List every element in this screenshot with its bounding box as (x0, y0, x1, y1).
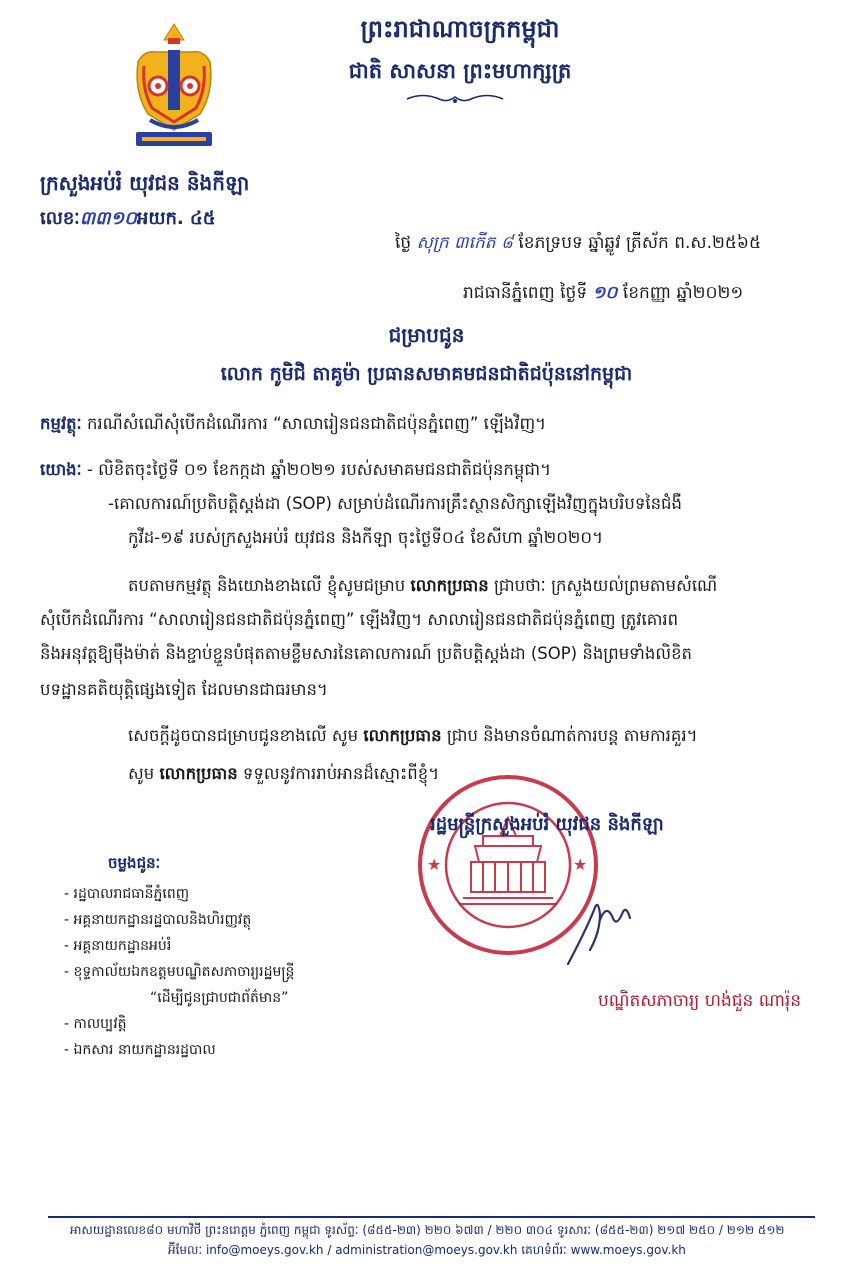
reference-label: លេខៈ (40, 208, 80, 229)
footer-address: អាសយដ្ឋានលេខ៨០ មហាវិថី ព្រះនរោត្តម ភ្នំពេញ កម្ពុជា ទូរស័ព្ទៈ (៨៥៥-២៣) ២២០ ៦៧៣ / ២២០ ៣០៤ ទូរសារៈ (៨៥៥-២៣) ២១៧ ២៥០ / ២១២ ៥១២ (70, 1223, 785, 1237)
cc-list-item: - រដ្ឋបាលរាជធានីភ្នំពេញ (64, 886, 190, 902)
cc-list-item: - ខុទ្ទកាល័យឯកឧត្តមបណ្ឌិតសភាចារ្យរដ្ឋមន្ត្រី (64, 964, 295, 980)
solar-date-prefix: រាជធានីភ្នំពេញ ថ្ងៃទី (463, 283, 588, 303)
body-paragraph-2 (128, 726, 698, 750)
body-paragraph-1-line-4: បទដ្ឋានគតិយុត្តិផ្សេងទៀត ដែលមានជាធរមាន។ (40, 680, 328, 699)
body-1a-pre: តបតាមកម្មវត្ថុ និងយោងខាងលើ ខ្ញុំសូមជម្រាប (128, 576, 406, 595)
cc-list-item: - កាលប្បវត្តិ (64, 1016, 127, 1032)
cc-list-note: “ដើម្បីជូនជ្រាបជាព័ត៌មាន” (150, 990, 289, 1006)
lunar-date-rest: ខែភទ្របទ ឆ្នាំឆ្លូវ ត្រីស័ក ព.ស.២៥៦៥ (518, 233, 761, 253)
handwritten-signature-icon (560, 880, 640, 970)
body-paragraph-1-line-2: សុំបើកដំណើរការ “សាលារៀនជនជាតិជប៉ុនភ្នំពេញ” ឡើងវិញ។ សាលារៀនជនជាតិជប៉ុនភ្នំពេញ ត្រូវគោរព (40, 610, 679, 629)
body-3-pre: សូម (128, 764, 155, 783)
ornament-divider-icon (405, 92, 505, 106)
signatory-name: បណ្ឌិតសភាចារ្យ ហង់ជួន ណារ៉ុន (598, 991, 802, 1011)
solar-date-rest: ខែកញ្ញា ឆ្នាំ២០២១ (622, 283, 744, 303)
cc-list-item: - អគ្គនាយកដ្ឋានអប់រំ (64, 938, 172, 954)
body-2-pre: សេចក្តីដូចបានជម្រាបជូនខាងលើ សូម (128, 726, 359, 745)
subject-line (40, 414, 546, 438)
honorific-president: លោកប្រធាន (410, 576, 489, 595)
honorific-president: លោកប្រធាន (363, 726, 442, 745)
ministry-emblem-icon (128, 22, 220, 150)
ministry-name: ក្រសួងអប់រំ យុវជន និងកីឡា (40, 171, 250, 195)
reference-1-text: - លិខិតចុះថ្ងៃទី ០១ ខែកក្កដា ឆ្នាំ២០២១ របស់សមាគមជនជាតិជប៉ុនកម្ពុជា។ (86, 460, 551, 479)
lunar-date-prefix: ថ្ងៃ (395, 233, 412, 253)
cc-list-title: ចម្លងជូនៈ (108, 854, 161, 872)
svg-text:★: ★ (573, 855, 588, 874)
body-2-post: ជ្រាប និងមានចំណាត់ការបន្ត តាមការគួរ។ (446, 726, 698, 745)
cc-list-item: - ឯកសារ នាយកដ្ឋានរដ្ឋបាល (64, 1042, 216, 1058)
reference-label-yoang: យោងៈ (40, 460, 82, 479)
subject-text: ករណីសំណើសុំបើកដំណើរការ “សាលារៀនជនជាតិជប៉ុនភ្នំពេញ” ឡើងវិញ។ (86, 414, 547, 433)
body-1a-post: ជ្រាបថាៈ ក្រសួងយល់ព្រមតាមសំណើ (493, 576, 718, 595)
national-motto: ជាតិ សាសនា ព្រះមហាក្សត្រ (348, 59, 572, 83)
reference-line-2a: -គោលការណ៍ប្រតិបត្តិស្តង់ដា (SOP) សម្រាប់ដំណើរការគ្រឹះស្ថានសិក្សាឡើងវិញក្នុងបរិបទនៃជំងឺ (108, 494, 683, 513)
svg-text:★: ★ (427, 855, 442, 874)
body-paragraph-1-line-3: និងអនុវត្តឱ្យម៉ឺងម៉ាត់ និងខ្ជាប់ខ្ជួនបំផុតតាមខ្លឹមសារនៃគោលការណ៍ ប្រតិបត្តិស្តង់ដា (SOP) និងព្រមទាំងលិខិត (40, 644, 693, 663)
letter-heading: ជម្រាបជូន (388, 323, 465, 347)
footer-contact: អ៊ីមែលៈ info@moeys.gov.kh / administration@moeys.gov.kh គេហទំព័រៈ www.moeys.gov.kh (168, 1243, 686, 1257)
reference-suffix: អយក. ៤៥ (136, 208, 216, 229)
body-paragraph-3 (128, 764, 439, 788)
reference-line-1 (40, 460, 551, 484)
cc-list-item: - អគ្គនាយកដ្ឋានរដ្ឋបាលនិងហិរញ្ញវត្ថុ (64, 912, 252, 928)
solar-date (463, 282, 743, 307)
letter-recipient: លោក កូមិជិ តាគូម៉ា ប្រធានសមាគមជនជាតិជប៉ុននៅកម្ពុជា (220, 363, 633, 385)
footer-divider (48, 1216, 815, 1218)
solar-day-handwritten: ១០ (592, 283, 618, 303)
subject-label: កម្មវត្ថុៈ (40, 414, 82, 433)
body-paragraph-1-line-1 (128, 576, 717, 600)
body-3-post: ទទួលនូវការរាប់អានដ៏ស្មោះពីខ្ញុំ។ (242, 764, 440, 783)
reference-number-handwritten: ៣៣១០ (79, 208, 137, 229)
lunar-date (395, 232, 761, 257)
honorific-president: លោកប្រធាន (159, 764, 238, 783)
reference-number (40, 206, 216, 233)
signatory-title: រដ្ឋមន្ត្រីក្រសួងអប់រំ យុវជន និងកីឡា (430, 814, 664, 835)
kingdom-title: ព្រះរាជាណាចក្រកម្ពុជា (360, 15, 560, 43)
lunar-day-handwritten: សុក្រ ៣កើត ៨ (416, 233, 513, 253)
reference-line-2b: កូវីដ-១៩ របស់ក្រសួងអប់រំ យុវជន និងកីឡា ចុះថ្ងៃទី០៤ ខែសីហា ឆ្នាំ២០២០។ (128, 528, 603, 547)
